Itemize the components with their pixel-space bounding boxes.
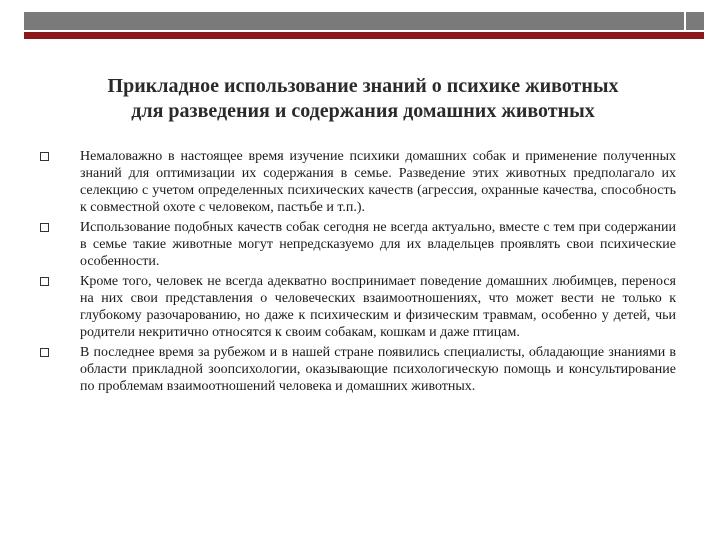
slide-title-line-1: Прикладное использование знаний о психике животных	[107, 75, 619, 97]
bullet-item-4	[36, 344, 676, 395]
slide-title	[30, 74, 696, 124]
bullet-text-2: Использование подобных качеств собак сегодня не всегда актуально, вместе с тем при содержании в семье такие животные могут непредсказуемо для их владельцев проявлять свои психические особенности.	[80, 220, 676, 269]
bullet-list	[36, 148, 676, 398]
header-gray-bar	[24, 12, 684, 30]
slide-title-line-2: для разведения и содержания домашних животных	[131, 100, 595, 122]
bullet-text-1: Немаловажно в настоящее время изучение психики домашних собак и применение полученных знаний для оптимизации их содержания в семье. Разведение этих животных предполагало их селекцию с учетом определенных психических качеств (агрессия, охранные качества, способность к совместной охоте с человеком, пастьбе и т.п.).	[80, 149, 676, 215]
square-bullet-icon	[40, 152, 49, 161]
bullet-item-3	[36, 273, 676, 341]
square-bullet-icon	[40, 277, 49, 286]
square-bullet-icon	[40, 223, 49, 232]
square-bullet-icon	[40, 348, 49, 357]
bullet-item-2	[36, 219, 676, 270]
bullet-text-3: Кроме того, человек не всегда адекватно воспринимает поведение домашних любимцев, перенося на них свои представления о человеческих взаимоотношениях, что может вести не только к глубокому разочарованию, но даже к психическим и физическим травмам, особенно у детей, чьи родители некритично относятся к своим собакам, кошкам и даже птицам.	[80, 274, 676, 340]
bullet-text-4: В последнее время за рубежом и в нашей стране появились специалисты, обладающие знаниями в области прикладной зоопсихологии, оказывающие психологическую помощь и консультирование по проблемам взаимоотношений человека и домашних животных.	[80, 345, 676, 394]
bullet-item-1	[36, 148, 676, 216]
header-gray-square	[686, 12, 704, 30]
header-red-line	[24, 32, 704, 39]
